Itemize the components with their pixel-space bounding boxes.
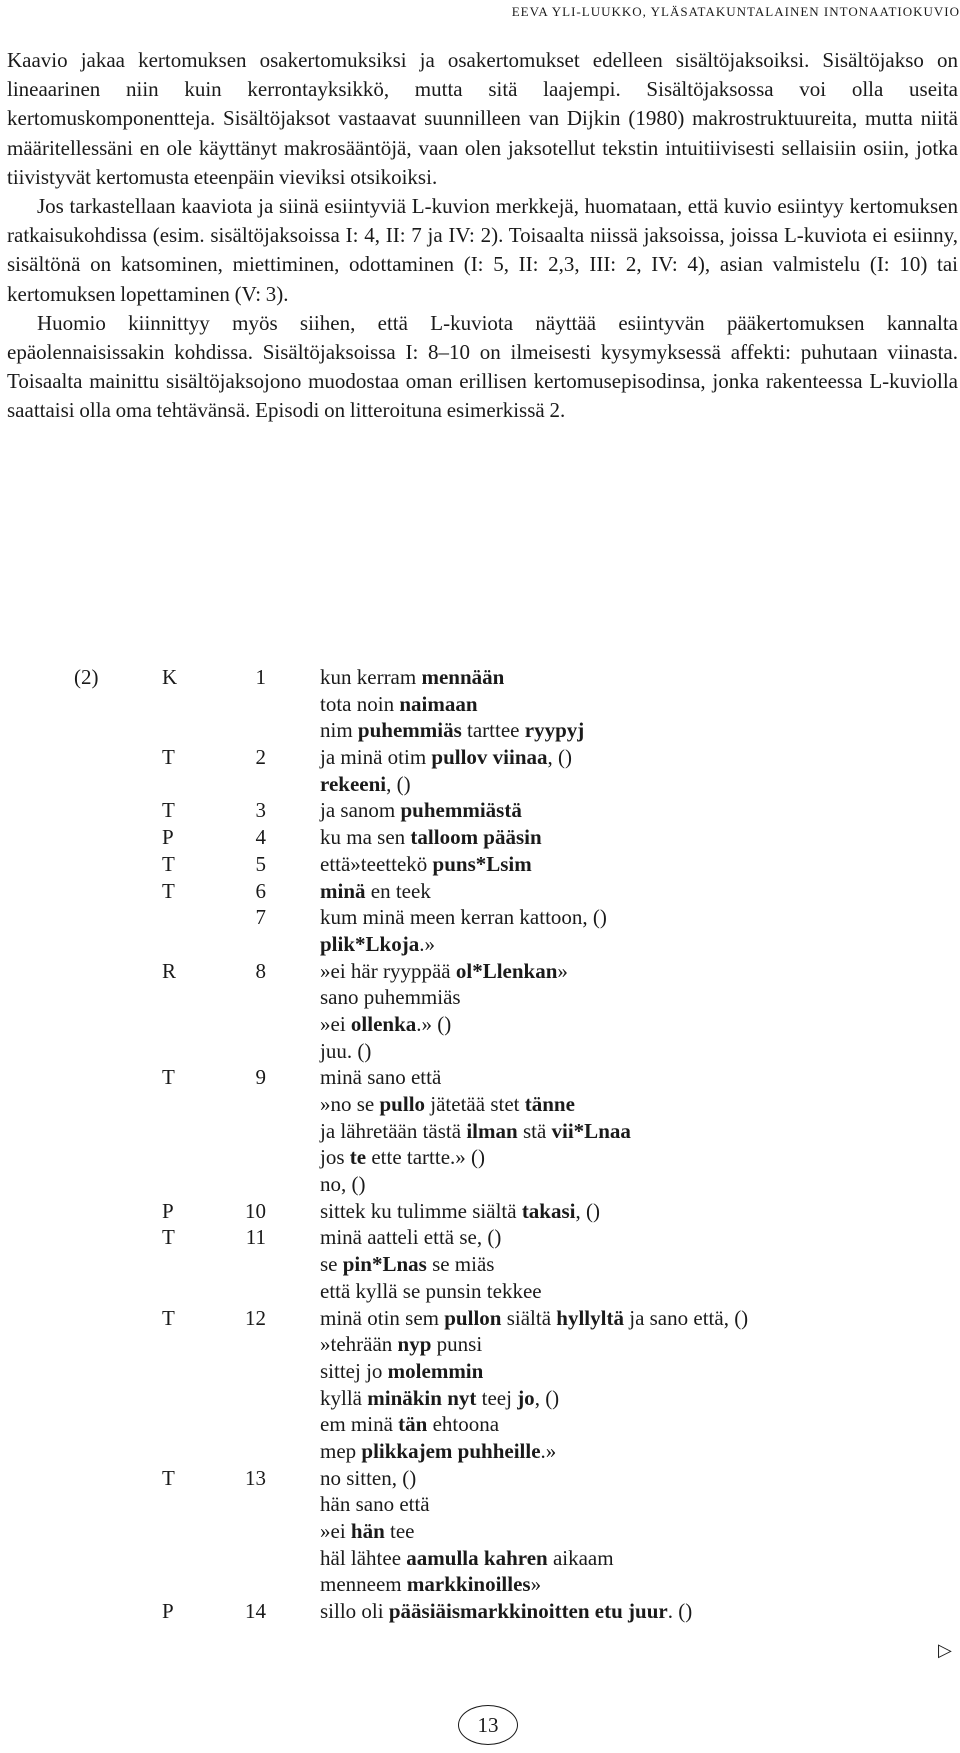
utterance-text [320, 1171, 366, 1198]
plain-text: ja minä otim [320, 745, 432, 770]
emphasis-text: puhemmiäs [357, 718, 462, 743]
utterance-text [320, 1251, 494, 1278]
transcript-line [0, 1598, 960, 1625]
utterance-text [320, 1198, 600, 1225]
utterance-text [320, 1331, 482, 1358]
emphasis-text: naimaan [399, 691, 478, 716]
utterance-text [320, 824, 542, 851]
utterance-text [320, 717, 584, 744]
transcript-line [0, 1144, 960, 1171]
transcript-line [0, 984, 960, 1011]
utterance-text [320, 1491, 430, 1518]
transcript-line [0, 717, 960, 744]
plain-text: » [530, 1572, 542, 1597]
plain-text: juu. () [320, 1038, 372, 1063]
utterance-text [320, 1465, 416, 1492]
plain-text: tee [384, 1519, 415, 1543]
speaker-label: P [162, 825, 174, 850]
plain-text: .» [419, 931, 435, 956]
paragraph: Jos tarkastellaan kaaviota ja siinä esiintyviä L-kuvion merkkejä, huomataan, että kuvio esiintyy kertomuksen ratkaisukohdissa (esim. sisältöjaksoissa I: 4, II: 7 ja IV: 2). Toisaalta niissä jaksoissa, joissa L-kuviota ei esiinny, sisältönä on katsominen, miettiminen, odottaminen (I: 5, II: 2,3, III: 2, IV: 4), asian valmistelu (I: 10) tai kertomuksen lopettaminen (V: 3). [7, 194, 958, 306]
plain-text: »ei [320, 1011, 351, 1036]
transcript-line [0, 1518, 960, 1545]
body-text [7, 46, 958, 426]
utterance-text [320, 1598, 692, 1625]
transcript-line [0, 744, 960, 771]
utterance-text [320, 1064, 441, 1091]
emphasis-text: ollenka [350, 1011, 417, 1036]
transcript-line [0, 904, 960, 931]
transcript-line [0, 1411, 960, 1438]
emphasis-text: hän [350, 1519, 385, 1543]
plain-text: en teek [365, 878, 431, 903]
transcript-line [0, 1438, 960, 1465]
speaker-label: P [162, 1198, 174, 1223]
plain-text: . () [667, 1599, 693, 1624]
running-head: EEVA YLI-LUUKKO, YLÄSATAKUNTALAINEN INTONAATIOKUVIO [511, 4, 960, 19]
paragraph: Huomio kiinnittyy myös siihen, että L-kuviota näyttää esiintyvän pääkertomuksen kannalta epäolennaisissakin kohdissa. Sisältöjaksoissa I: 8–10 on ilmeisesti kysymyksessä affekti: puhutaan viinasta. Toisaalta mainittu sisältöjaksojono muodostaa oman erillisen kertomusepisodinsa, jonka rakenteessa L-kuviolla saattaisi olla oma tehtävänsä. Episodi on litteroituna esimerkissä 2. [7, 310, 958, 423]
emphasis-text: puhemmiästä [400, 798, 522, 823]
utterance-text [320, 1091, 575, 1118]
plain-text: teej [476, 1385, 518, 1410]
line-number: 5 [255, 851, 266, 876]
utterance-text [320, 1144, 485, 1171]
plain-text: sillo oli [320, 1599, 389, 1624]
transcript-line [0, 824, 960, 851]
plain-text: »ei här ryyppää [320, 958, 456, 983]
transcript-line [0, 878, 960, 905]
emphasis-text: vii*Lnaa [551, 1118, 631, 1143]
emphasis-text: pullon [444, 1305, 502, 1330]
plain-text: sittek ku tulimme siältä [320, 1198, 522, 1223]
speaker-label: K [162, 665, 178, 689]
utterance-text [320, 1011, 451, 1038]
emphasis-text: takasi [521, 1198, 576, 1223]
line-number: 3 [255, 798, 266, 823]
emphasis-text: nyp [397, 1332, 432, 1357]
plain-text: em minä [320, 1412, 399, 1437]
emphasis-text: puns*Lsim [432, 851, 532, 876]
line-number: 8 [255, 958, 266, 983]
utterance-text [320, 1385, 559, 1412]
transcript-line [0, 1278, 960, 1305]
line-number: 14 [245, 1599, 266, 1624]
utterance-text [320, 851, 532, 878]
transcript-line [0, 1011, 960, 1038]
plain-text: jätetää stet [425, 1092, 525, 1116]
emphasis-text: mennään [421, 665, 505, 689]
emphasis-text: pullov viinaa [431, 745, 548, 770]
utterance-text [320, 1224, 501, 1251]
transcript-line [0, 1465, 960, 1492]
utterance-text [320, 1571, 541, 1598]
speaker-label: P [162, 1599, 174, 1624]
speaker-label: T [162, 745, 175, 770]
example-number: (2) [74, 665, 99, 689]
utterance-text [320, 1358, 483, 1385]
transcript-line [0, 1171, 960, 1198]
transcript-line [0, 1331, 960, 1358]
plain-text: punsi [431, 1332, 483, 1357]
emphasis-text: hyllyltä [556, 1305, 624, 1330]
emphasis-text: molemmin [387, 1358, 484, 1383]
line-number: 4 [255, 825, 266, 850]
plain-text: ja sanom [320, 798, 401, 823]
plain-text: .» () [416, 1011, 452, 1036]
plain-text: ja lähretään tästä [320, 1118, 467, 1143]
speaker-label: T [162, 1225, 175, 1250]
emphasis-text: rekeeni [320, 771, 387, 796]
plain-text: , () [575, 1198, 600, 1223]
plain-text: jos [320, 1145, 350, 1170]
utterance-text [320, 797, 522, 824]
transcript-line [0, 1385, 960, 1412]
plain-text: siältä [501, 1305, 557, 1330]
utterance-text [320, 958, 568, 985]
emphasis-text: plikkajem puhheille [361, 1438, 541, 1463]
speaker-label: T [162, 798, 175, 823]
paragraph: Kaavio jakaa kertomuksen osakertomuksiksi ja osakertomukset edelleen sisältöjaksoiksi. Sisältöjakso on lineaarinen niin kuin kerrontayksikkö, mutta sitä laajempi. Sisältöjaksossa voi olla useita kertomuskomponentteja. Sisältöjaksot vastaavat suunnilleen van Dijkin (1980) makrostruktuureita, mutta niitä määritellessäni en ole käyttänyt makrosääntöjä, vaan olen jaksotellut tekstin intuitiivisesti sellaisiin osiin, jotka tiivistyvät kertomusta eteenpäin vieviksi otsikoiksi. [7, 48, 958, 189]
emphasis-text: plik*Lkoja [320, 931, 420, 956]
continue-arrow-icon: ▷ [938, 1640, 952, 1661]
plain-text: »tehrään [320, 1332, 398, 1357]
utterance-text [320, 744, 572, 771]
plain-text: kun kerram [320, 665, 422, 689]
speaker-label: T [162, 1065, 175, 1090]
speaker-label: T [162, 1305, 175, 1330]
plain-text: .» [540, 1438, 557, 1463]
plain-text: no, () [320, 1172, 366, 1197]
transcript-line [0, 1491, 960, 1518]
transcript-line [0, 691, 960, 718]
emphasis-text: jo [517, 1385, 535, 1410]
emphasis-text: pin*Lnas [342, 1252, 427, 1277]
transcript-line [0, 931, 960, 958]
transcript-line [0, 1545, 960, 1572]
plain-text: no sitten, () [320, 1465, 417, 1490]
line-number: 11 [245, 1225, 266, 1250]
transcript-example [0, 664, 960, 1625]
line-number: 13 [245, 1465, 266, 1490]
plain-text: » [557, 958, 568, 983]
emphasis-text: ryypyj [524, 718, 585, 743]
utterance-text [320, 1305, 748, 1332]
plain-text: häl lähtee [320, 1545, 407, 1570]
transcript-line [0, 958, 960, 985]
utterance-text [320, 1411, 499, 1438]
line-number: 7 [255, 905, 266, 930]
transcript-line [0, 1118, 960, 1145]
speaker-label: T [162, 851, 175, 876]
emphasis-text: pullo [379, 1092, 426, 1116]
utterance-text [320, 691, 478, 718]
transcript-line [0, 1305, 960, 1332]
plain-text: kum minä meen kerran kattoon, () [320, 905, 607, 930]
plain-text: se miäs [426, 1252, 495, 1277]
plain-text: , () [534, 1385, 560, 1410]
emphasis-text: talloom pääsin [410, 825, 542, 850]
utterance-text [320, 771, 411, 798]
plain-text: menneem [320, 1572, 407, 1597]
plain-text: tarttee [461, 718, 525, 743]
line-number: 2 [255, 745, 266, 770]
line-number: 6 [255, 878, 266, 903]
transcript-line [0, 797, 960, 824]
plain-text: ku ma sen [320, 825, 411, 850]
utterance-text [320, 1278, 542, 1305]
plain-text: minä sano että [320, 1065, 442, 1090]
emphasis-text: ol*Llenkan [455, 958, 558, 983]
speaker-label: R [162, 958, 177, 983]
plain-text: ehtoona [427, 1412, 500, 1437]
plain-text: »ei [320, 1519, 351, 1543]
plain-text: että kyllä se punsin tekkee [320, 1278, 542, 1303]
page-number [458, 1705, 518, 1745]
utterance-text [320, 1545, 614, 1572]
plain-text: se [320, 1252, 343, 1277]
emphasis-text: tän [398, 1412, 428, 1437]
line-number: 1 [255, 665, 266, 689]
plain-text: hän sano että [320, 1492, 430, 1517]
plain-text: ette tartte.» () [366, 1145, 486, 1170]
transcript-line [0, 1251, 960, 1278]
plain-text: sano puhemmiäs [320, 985, 461, 1010]
transcript-line [0, 771, 960, 798]
utterance-text [320, 1518, 415, 1545]
speaker-label: T [162, 1465, 175, 1490]
plain-text: nim [320, 718, 358, 743]
plain-text: aikaam [547, 1545, 614, 1570]
emphasis-text: markkinoilles [406, 1572, 531, 1597]
plain-text: kyllä [320, 1385, 368, 1410]
utterance-text [320, 878, 431, 905]
utterance-text [320, 984, 461, 1011]
plain-text: minä aatteli että se, () [320, 1225, 502, 1250]
plain-text: että»teettekö [320, 851, 433, 876]
utterance-text [320, 664, 504, 691]
line-number: 9 [255, 1065, 266, 1090]
plain-text: tota noin [320, 691, 400, 716]
utterance-text [320, 931, 435, 958]
plain-text: mep [320, 1438, 362, 1463]
plain-text: , () [386, 771, 411, 796]
line-number: 12 [245, 1305, 266, 1330]
transcript-line [0, 1038, 960, 1065]
emphasis-text: te [349, 1145, 367, 1170]
utterance-text [320, 1438, 556, 1465]
transcript-line [0, 851, 960, 878]
transcript-line [0, 664, 960, 691]
emphasis-text: minäkin nyt [367, 1385, 477, 1410]
plain-text: minä otin sem [320, 1305, 445, 1330]
emphasis-text: aamulla kahren [406, 1545, 548, 1570]
transcript-line [0, 1091, 960, 1118]
emphasis-text: minä [320, 878, 366, 903]
transcript-line [0, 1571, 960, 1598]
emphasis-text: pääsiäismarkkinoitten etu juur [388, 1599, 668, 1624]
transcript-line [0, 1358, 960, 1385]
utterance-text [320, 1038, 371, 1065]
plain-text: ja sano että, () [623, 1305, 749, 1330]
speaker-label: T [162, 878, 175, 903]
line-number: 10 [245, 1198, 266, 1223]
plain-text: »no se [320, 1092, 380, 1116]
emphasis-text: tänne [524, 1092, 575, 1116]
transcript-line [0, 1198, 960, 1225]
page-number-label: 13 [477, 1712, 499, 1737]
transcript-line [0, 1064, 960, 1091]
plain-text: stä [517, 1118, 552, 1143]
transcript-line [0, 1224, 960, 1251]
utterance-text [320, 904, 607, 931]
emphasis-text: ilman [466, 1118, 518, 1143]
plain-text: sittej jo [320, 1358, 388, 1383]
utterance-text [320, 1118, 631, 1145]
plain-text: , () [547, 745, 573, 770]
